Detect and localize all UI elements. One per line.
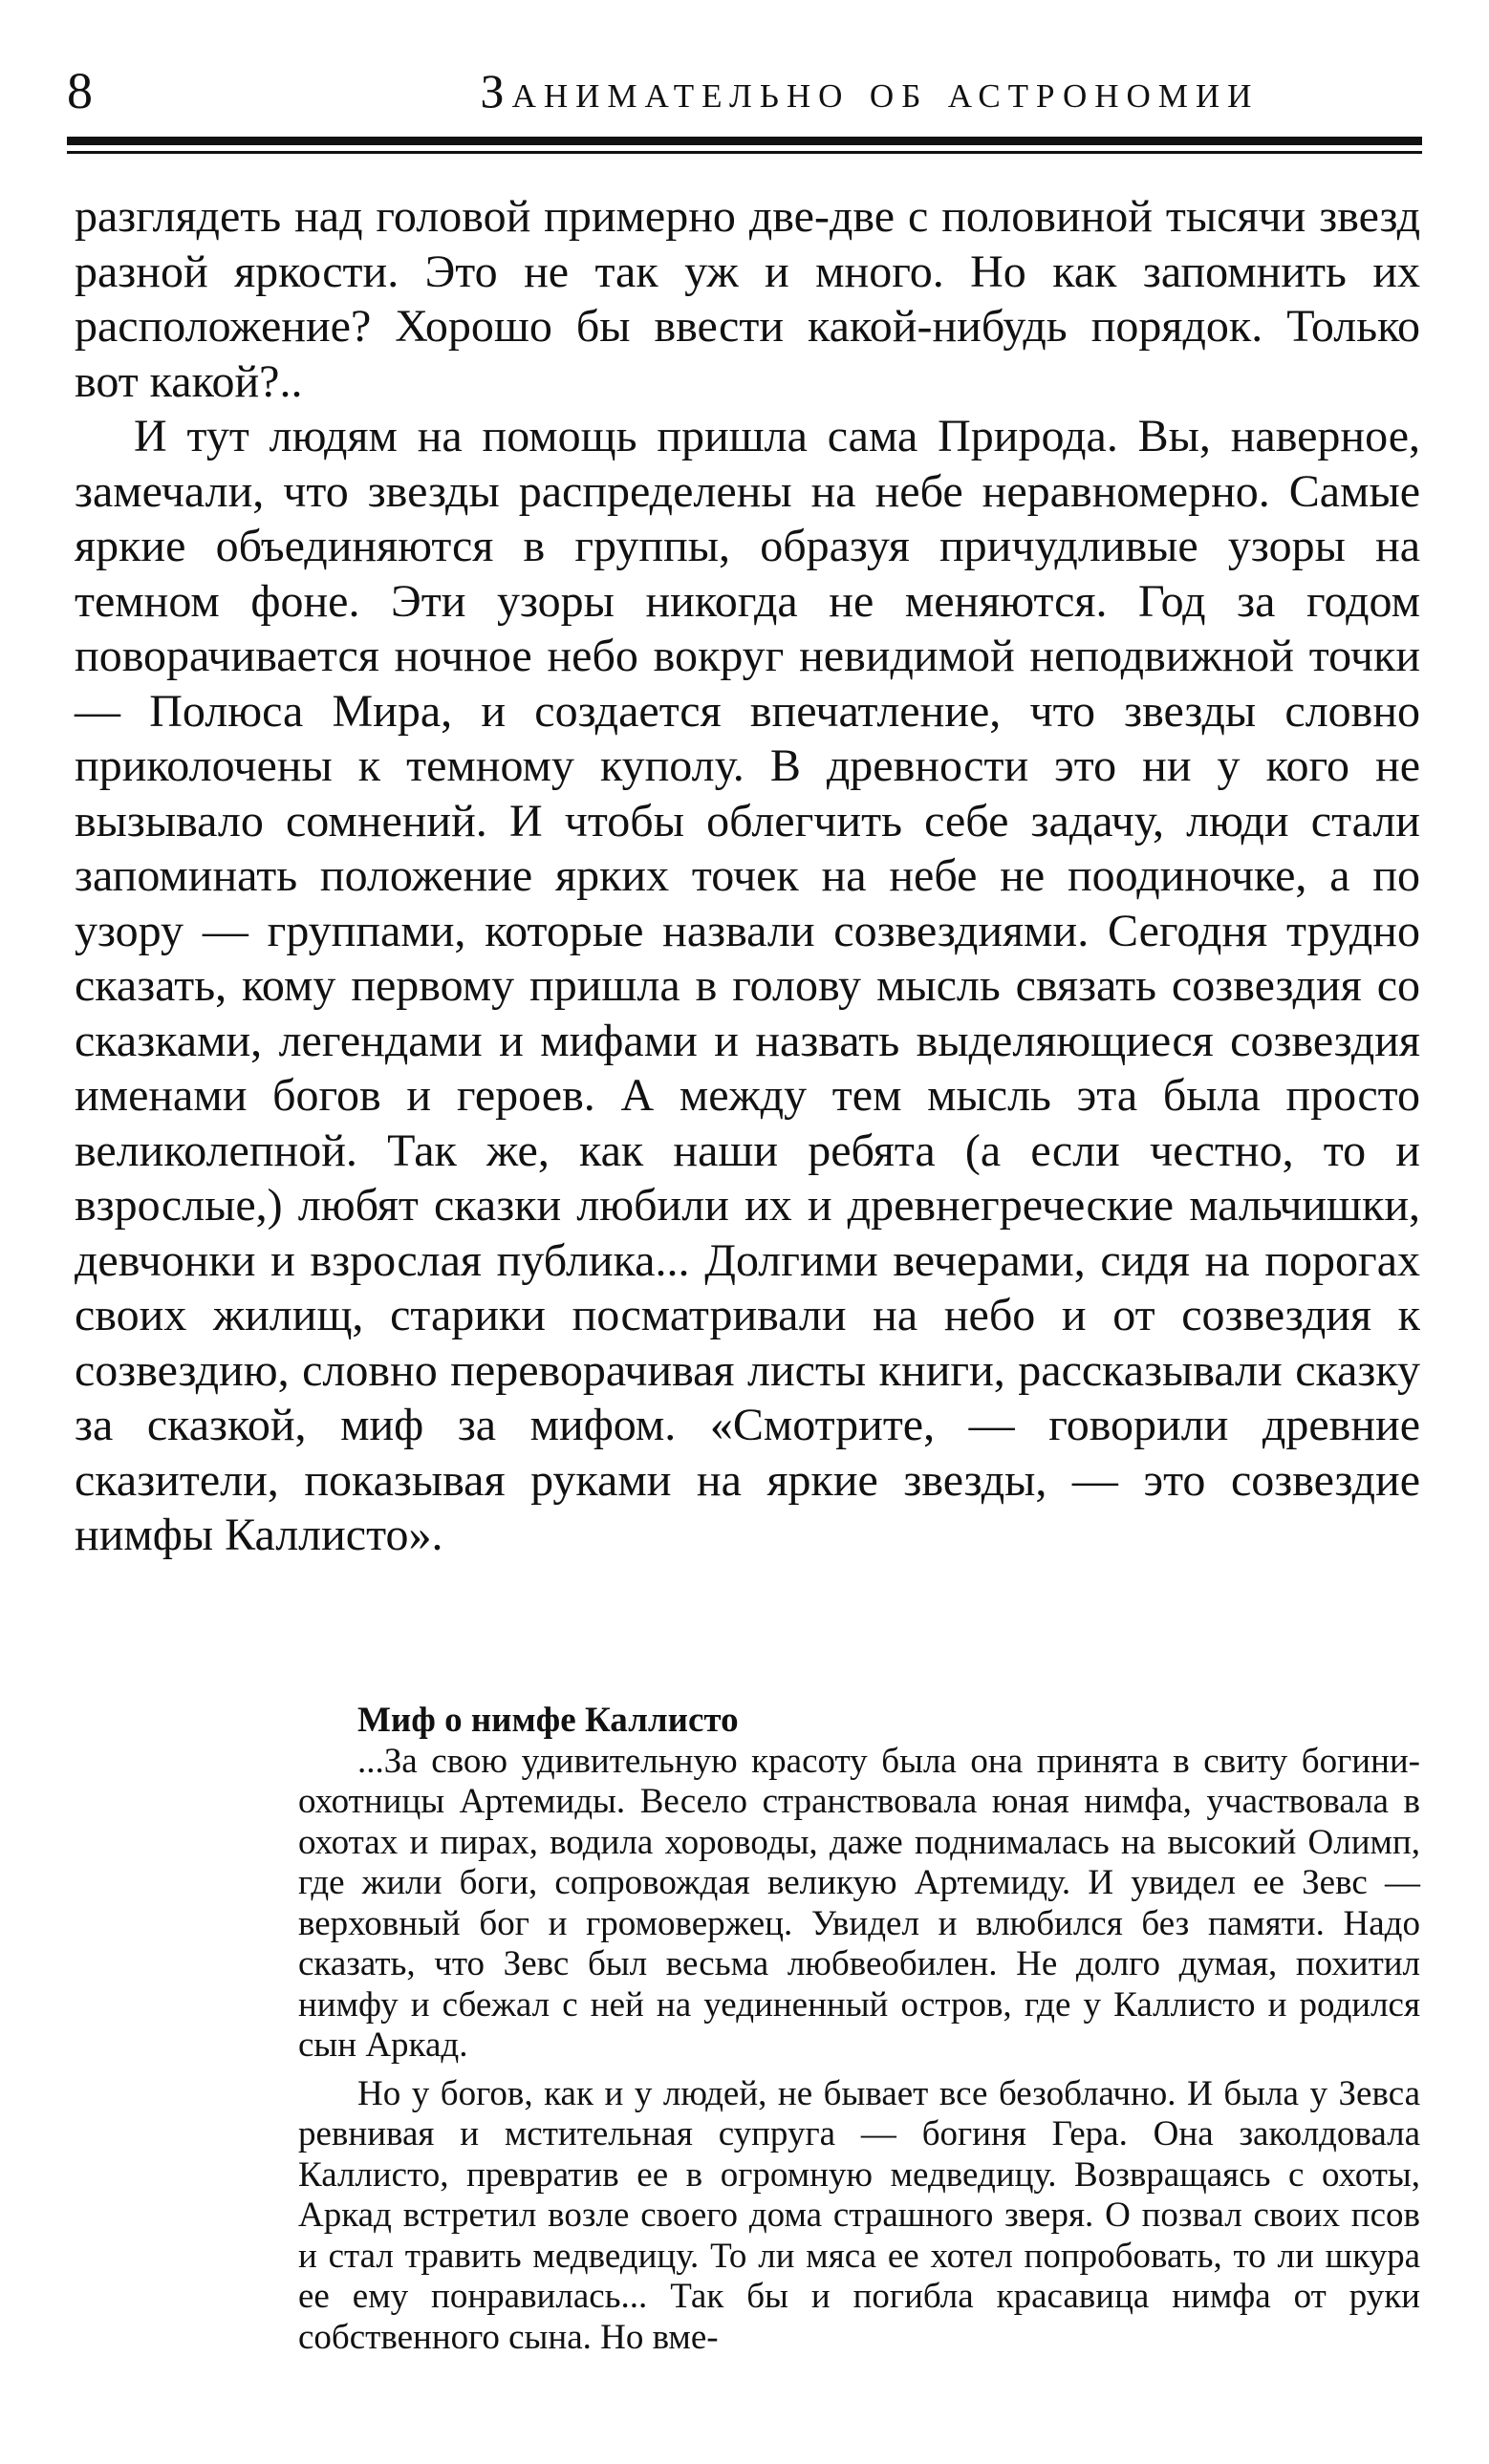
header-rule-thick bbox=[67, 137, 1422, 145]
inset-paragraph-1: ...За свою удивительную красоту была она принята в свиту богини-охотницы Артемиды. Весело странствовала юная нимфа, участвовала в охотах и пирах, водила хороводы, даже поднималась на высокий Олимп, где жили боги, сопровождая великую Артемиду. И увидел ее Зевс — верховный бог и громовержец. Увидел и влюбился без памяти. Надо сказать, что Зевс был весьма любвеобилен. Не долго думая, похитил нимфу и сбежал с ней на уединенный остров, где у Каллисто и родился сын Аркад. bbox=[298, 1741, 1420, 2065]
page-number: 8 bbox=[67, 62, 93, 119]
inset-title: Миф о нимфе Каллисто bbox=[357, 1701, 739, 1740]
body-paragraph-2: И тут людям на помощь пришла сама Природа. Вы, наверное, замечали, что звезды распределены на небе неравномерно. Самые яркие объединяются в группы, образуя причудливые узоры на темном фоне. Эти узоры никогда не меняются. Год за годом поворачивается ночное небо вокруг невидимой неподвижной точки — Полюса Мира, и создается впечатление, что звезды словно приколочены к темному куполу. В древности это ни у кого не вызывало сомнений. И чтобы облегчить себе задачу, люди стали запоминать положение ярких точек на небе не поодиночке, а по узору — группами, которые назвали созвездиями. Сегодня трудно сказать, кому первому пришла в голову мысль связать созвездия со сказками, легендами и мифами и назвать выделяющиеся созвездия именами богов и героев. А между тем мысль эта была просто великолепной. Так же, как наши ребята (а если честно, то и взрослые,) любят сказки любили их и древнегреческие мальчишки, девчонки и взрослая публика... Долгими вечерами, сидя на порогах своих жилищ, старики посматривали на небо и от созвездия к созвездию, словно переворачивая листы книги, рассказывали сказку за сказкой, миф за мифом. «Смотрите, — говорили древние сказители, показывая руками на яркие звезды, — это созвездие нимфы Каллисто». bbox=[75, 411, 1420, 1560]
body-paragraph-1: разглядеть над головой примерно две-две с половиной тысячи звезд разной яркости. Это не так уж и много. Но как запомнить их расположение? Хорошо бы ввести какой-нибудь порядок. Только вот какой?.. bbox=[75, 191, 1420, 407]
running-title: Занимательно об астрономии bbox=[480, 64, 1260, 118]
inset-paragraph-2: Но у богов, как и у людей, не бывает все безоблачно. И была у Зевса ревнивая и мстительная супруга — богиня Гера. Она заколдовала Каллисто, превратив ее в огромную медведицу. Возвращаясь с охоты, Аркад встретил возле своего дома страшного зверя. О позвал своих псов и стал травить медведицу. То ли мяса ее хотел попробовать, то ли шкура ее ему понравилась... Так бы и погибла красавица нимфа от руки собственного сына. Но вме- bbox=[298, 2073, 1420, 2357]
myth-inset bbox=[298, 1701, 1420, 2358]
main-text bbox=[75, 189, 1420, 1563]
header-rule-thin bbox=[67, 151, 1422, 154]
page-header bbox=[67, 57, 1424, 124]
